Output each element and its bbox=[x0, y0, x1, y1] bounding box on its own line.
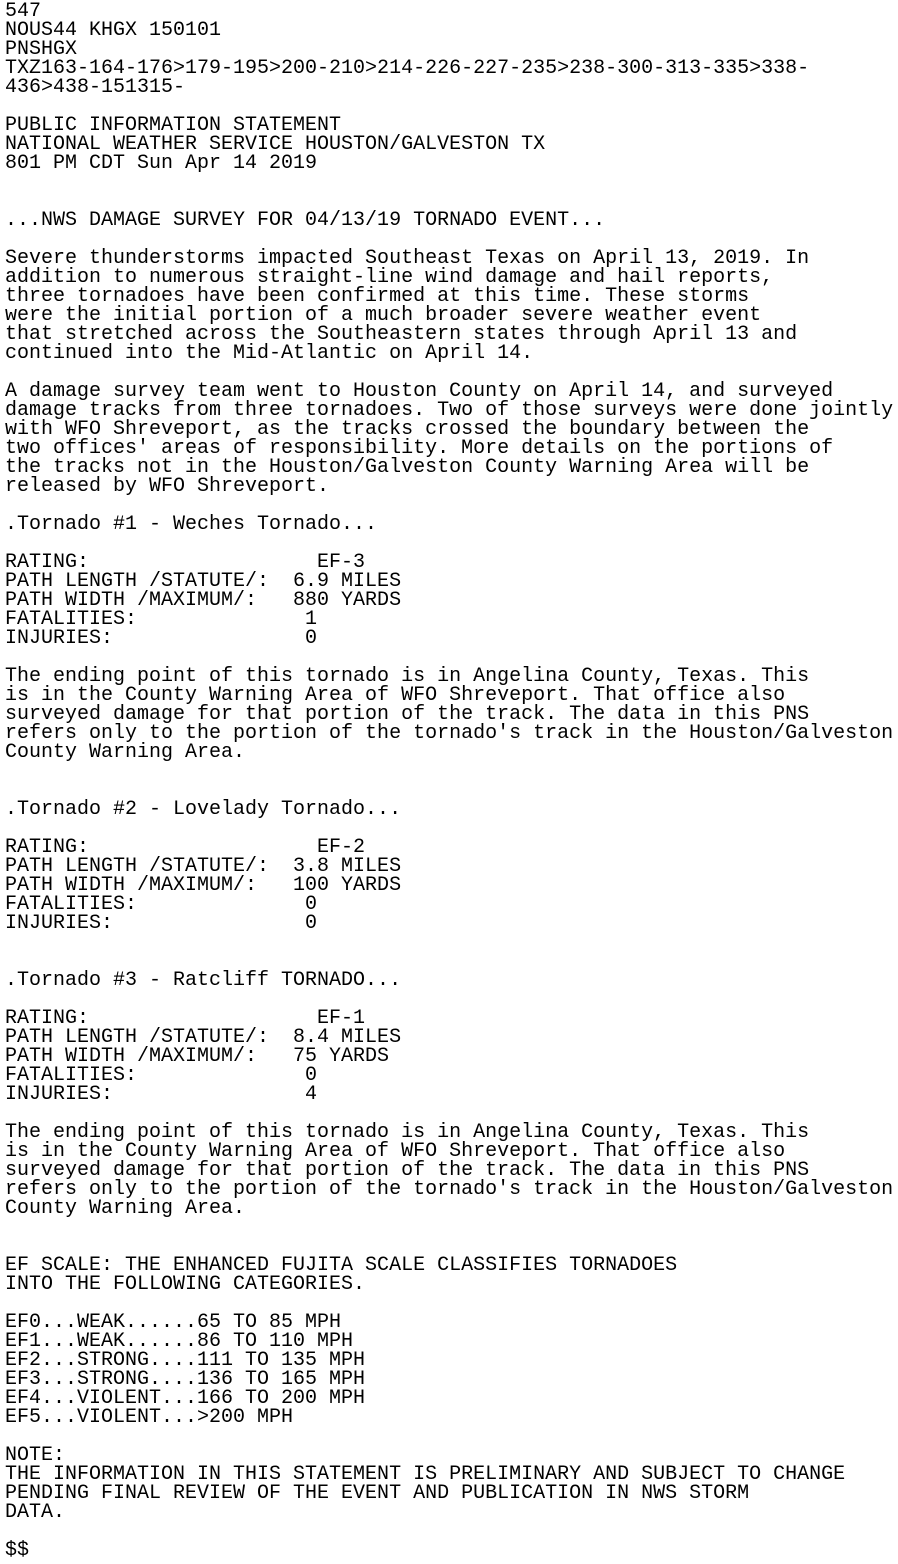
document-line: surveyed damage for that portion of the track. The data in this PNS bbox=[5, 703, 810, 726]
document-line: FATALITIES: 1 bbox=[5, 608, 318, 631]
document-line: FATALITIES: 0 bbox=[5, 893, 318, 916]
document-line: TXZ163-164-176>179-195>200-210>214-226-227-235>238-300-313-335>338- bbox=[5, 57, 810, 80]
document-line: two offices' areas of responsibility. More details on the portions of bbox=[5, 437, 834, 460]
document-line: with WFO Shreveport, as the tracks crossed the boundary between the bbox=[5, 418, 810, 441]
document-line: EF1...WEAK......86 TO 110 MPH bbox=[5, 1330, 354, 1353]
document-line bbox=[5, 933, 898, 952]
document-line: were the initial portion of a much broader severe weather event bbox=[5, 304, 762, 327]
document-line: refers only to the portion of the tornado's track in the Houston/Galveston bbox=[5, 1178, 894, 1201]
document-line: RATING: EF-2 bbox=[5, 836, 366, 859]
document-line: 801 PM CDT Sun Apr 14 2019 bbox=[5, 152, 318, 175]
document-line: FATALITIES: 0 bbox=[5, 1064, 318, 1087]
document-line: EF2...STRONG....111 TO 135 MPH bbox=[5, 1349, 366, 1372]
document-line: is in the County Warning Area of WFO Shreveport. That office also bbox=[5, 1140, 786, 1163]
document-line: EF4...VIOLENT...166 TO 200 MPH bbox=[5, 1387, 366, 1410]
document-line bbox=[5, 762, 898, 781]
document-line: Severe thunderstorms impacted Southeast Texas on April 13, 2019. In bbox=[5, 247, 810, 270]
document-line: is in the County Warning Area of WFO Shreveport. That office also bbox=[5, 684, 786, 707]
document-line: 547 bbox=[5, 0, 42, 23]
document-line: PATH WIDTH /MAXIMUM/: 880 YARDS bbox=[5, 589, 402, 612]
document-line: released by WFO Shreveport. bbox=[5, 475, 330, 498]
document-line: ...NWS DAMAGE SURVEY FOR 04/13/19 TORNADO EVENT... bbox=[5, 209, 606, 232]
document-line: DATA. bbox=[5, 1501, 66, 1524]
document-line: the tracks not in the Houston/Galveston County Warning Area will be bbox=[5, 456, 810, 479]
document-line: 436>438-151315- bbox=[5, 76, 186, 99]
document-line: PATH LENGTH /STATUTE/: 8.4 MILES bbox=[5, 1026, 402, 1049]
document-line: $$ bbox=[5, 1539, 30, 1562]
document-line: PATH WIDTH /MAXIMUM/: 100 YARDS bbox=[5, 874, 402, 897]
document-line: INJURIES: 0 bbox=[5, 912, 318, 935]
document-line: refers only to the portion of the tornado's track in the Houston/Galveston bbox=[5, 722, 894, 745]
document-line bbox=[5, 173, 898, 192]
document-line: PATH LENGTH /STATUTE/: 3.8 MILES bbox=[5, 855, 402, 878]
document-line: INTO THE FOLLOWING CATEGORIES. bbox=[5, 1273, 366, 1296]
document-line: .Tornado #3 - Ratcliff TORNADO... bbox=[5, 969, 402, 992]
document-line: surveyed damage for that portion of the track. The data in this PNS bbox=[5, 1159, 810, 1182]
document-line: NOUS44 KHGX 150101 bbox=[5, 19, 222, 42]
document-line: PNSHGX bbox=[5, 38, 78, 61]
document-line bbox=[5, 1218, 898, 1237]
document-line bbox=[5, 1427, 898, 1446]
document-line: continued into the Mid-Atlantic on April 14. bbox=[5, 342, 534, 365]
document-line: EF SCALE: THE ENHANCED FUJITA SCALE CLASSIFIES TORNADOES bbox=[5, 1254, 678, 1277]
document-line: A damage survey team went to Houston County on April 14, and surveyed bbox=[5, 380, 834, 403]
document-line: RATING: EF-3 bbox=[5, 551, 366, 574]
document-line: EF0...WEAK......65 TO 85 MPH bbox=[5, 1311, 342, 1334]
document-line: three tornadoes have been confirmed at this time. These storms bbox=[5, 285, 750, 308]
document-line: The ending point of this tornado is in Angelina County, Texas. This bbox=[5, 1121, 810, 1144]
document-line bbox=[5, 1522, 898, 1541]
document-line: PUBLIC INFORMATION STATEMENT bbox=[5, 114, 342, 137]
document-line: .Tornado #1 - Weches Tornado... bbox=[5, 513, 378, 536]
document-line: addition to numerous straight-line wind damage and hail reports, bbox=[5, 266, 774, 289]
document-line: PATH LENGTH /STATUTE/: 6.9 MILES bbox=[5, 570, 402, 593]
document-line: THE INFORMATION IN THIS STATEMENT IS PRELIMINARY AND SUBJECT TO CHANGE bbox=[5, 1463, 846, 1486]
document-line: The ending point of this tornado is in Angelina County, Texas. This bbox=[5, 665, 810, 688]
document-line: .Tornado #2 - Lovelady Tornado... bbox=[5, 798, 402, 821]
document-line: PENDING FINAL REVIEW OF THE EVENT AND PUBLICATION IN NWS STORM bbox=[5, 1482, 750, 1505]
document-line: INJURIES: 4 bbox=[5, 1083, 318, 1106]
document-line: INJURIES: 0 bbox=[5, 627, 318, 650]
document-line: NOTE: bbox=[5, 1444, 66, 1467]
document-line: PATH WIDTH /MAXIMUM/: 75 YARDS bbox=[5, 1045, 390, 1068]
document-line: damage tracks from three tornadoes. Two of those surveys were done jointly bbox=[5, 399, 894, 422]
document-line: County Warning Area. bbox=[5, 1197, 246, 1220]
document-line: EF3...STRONG....136 TO 165 MPH bbox=[5, 1368, 366, 1391]
document-line: County Warning Area. bbox=[5, 741, 246, 764]
document-line: RATING: EF-1 bbox=[5, 1007, 366, 1030]
document-line: EF5...VIOLENT...>200 MPH bbox=[5, 1406, 294, 1429]
document-line: that stretched across the Southeastern states through April 13 and bbox=[5, 323, 798, 346]
document-line: NATIONAL WEATHER SERVICE HOUSTON/GALVESTON TX bbox=[5, 133, 546, 156]
